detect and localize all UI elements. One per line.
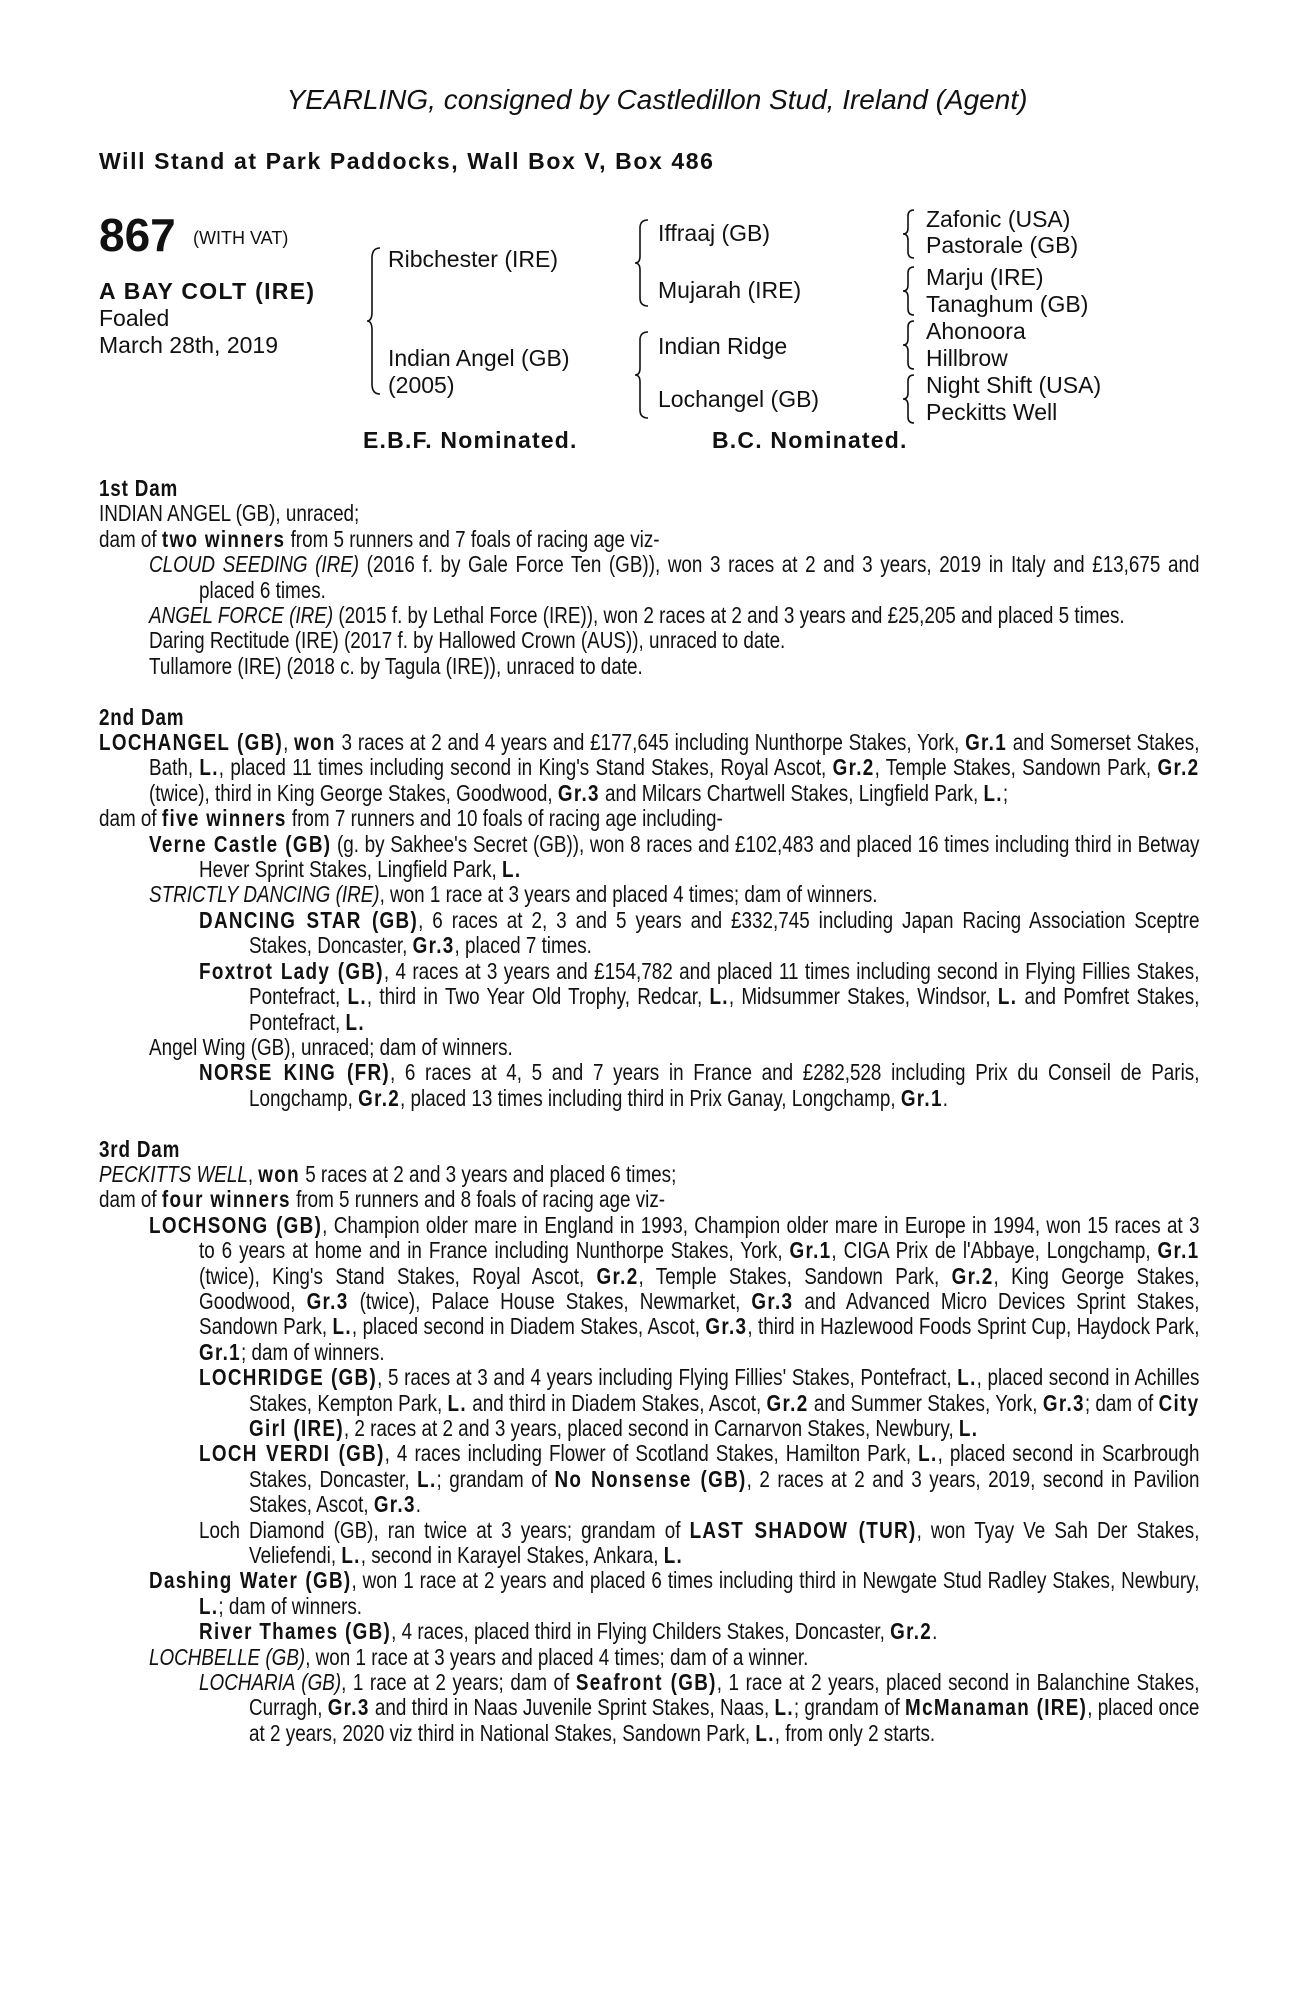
produce-entry (99, 1670, 1199, 1746)
bold-text: LOCHSONG (GB) (149, 1211, 323, 1238)
bold-text: Gr.2 (596, 1262, 639, 1289)
dam-section (99, 476, 1199, 679)
pedigree-bracket (902, 319, 916, 371)
bold-text: Gr.1 (199, 1338, 241, 1365)
bold-text: Foxtrot Lady (GB) (199, 957, 384, 984)
entry-text: , from only 2 starts. (774, 1719, 936, 1746)
italic-text: ANGEL FORCE (IRE) (149, 602, 334, 629)
produce-entry (99, 1187, 1199, 1212)
bold-text: LAST SHADOW (TUR) (689, 1516, 917, 1543)
pedigree-bracket (902, 373, 916, 425)
entry-text: , Temple Stakes, Sandown Park, (638, 1262, 952, 1289)
entry-text: dam of (99, 525, 162, 552)
dam-section (99, 705, 1199, 1112)
entry-text: Loch Diamond (GB), ran twice at 3 years; grandam of (199, 1516, 690, 1543)
bold-text: L. (501, 856, 522, 883)
entry-text: , 6 races at 2, 3 and 5 years and £332,745 including Japan Racing Association Sceptre Stakes, Doncaster, (249, 906, 1200, 959)
entry-text: , Temple Stakes, Sandown Park, (874, 754, 1158, 781)
entry-text: , placed 11 times including second in King's Stand Stakes, Royal Ascot, (218, 754, 833, 781)
bold-text: Gr.3 (751, 1287, 794, 1314)
entry-text: 5 races at 2 and 3 years and placed 6 times; (299, 1160, 677, 1187)
bold-text: L. (345, 1008, 365, 1035)
dam-year: (2005) (388, 372, 455, 398)
bold-text: McManaman (IRE) (905, 1694, 1088, 1721)
entry-text: and Summer Stakes, York, (808, 1389, 1043, 1416)
bold-text: Gr.2 (951, 1262, 994, 1289)
bold-text: Verne Castle (GB) (149, 830, 332, 857)
italic-text: CLOUD SEEDING (IRE) (149, 551, 360, 578)
italic-text: PECKITTS WELL (99, 1160, 248, 1187)
sire-sire: Iffraaj (GB) (658, 220, 771, 246)
gen4-4: Tanaghum (GB) (926, 291, 1089, 317)
bold-text: L. (774, 1694, 794, 1721)
entry-text: , King George Stakes, Goodwood, (199, 1262, 1200, 1314)
foaled-label: Foaled (99, 305, 170, 331)
section-heading: 3rd Dam (99, 1135, 181, 1162)
produce-entry (99, 959, 1199, 1035)
bold-text: City Girl (IRE) (249, 1389, 1200, 1441)
entry-text: . (942, 1084, 949, 1111)
entry-text: , placed 7 times. (454, 932, 592, 959)
produce-entry (99, 1060, 1199, 1111)
bold-text: Gr.3 (327, 1694, 370, 1721)
entry-text: , (247, 1160, 259, 1187)
pedigree-bracket (902, 208, 916, 260)
entry-text: (2015 f. by Lethal Force (IRE)), won 2 races at 2 and 3 years and £25,205 and placed 5 times. (333, 602, 1125, 629)
entry-text: ; grandam of (793, 1694, 906, 1721)
bold-text: Gr.3 (412, 932, 455, 959)
entry-text: and Milcars Chartwell Stakes, Lingfield Park, (599, 779, 984, 806)
gen4-1: Zafonic (USA) (926, 206, 1071, 232)
bold-text: River Thames (GB) (199, 1618, 392, 1645)
entry-text: and third in Diadem Stakes, Ascot, (466, 1389, 767, 1416)
sire-dam: Mujarah (IRE) (658, 277, 802, 303)
lot-description: A BAY COLT (IRE) (99, 278, 316, 304)
produce-entry (99, 1568, 1199, 1619)
produce-entry (99, 654, 1199, 679)
entry-text: , placed second in Achilles Stakes, Kempton Park, (249, 1364, 1200, 1416)
foaled-date: March 28th, 2019 (99, 332, 279, 358)
page-title: YEARLING, consigned by Castledillon Stud, Ireland (Agent) (286, 84, 1028, 115)
produce-entry (99, 1035, 1199, 1060)
bold-text: two winners (161, 525, 286, 552)
produce-entry (99, 882, 1199, 907)
ebf-nominated: E.B.F. Nominated. (363, 427, 578, 453)
produce-entry (99, 1619, 1199, 1644)
entry-text: from 7 runners and 10 foals of racing age including- (286, 805, 723, 832)
entry-text: , won 1 race at 2 years and placed 6 times including third in Newgate Stud Radley Stakes, Newbury, (351, 1567, 1200, 1594)
bold-text: L. (983, 779, 1003, 806)
entry-text: dam of (99, 1186, 162, 1213)
produce-entry (99, 1213, 1199, 1365)
entry-text: Tullamore (IRE) (2018 c. by Tagula (IRE)), unraced to date. (149, 652, 643, 679)
entry-text: , 4 races including Flower of Scotland Stakes, Hamilton Park, (384, 1440, 919, 1467)
produce-entry (99, 1441, 1199, 1517)
entry-text: , (283, 729, 295, 756)
bold-text: L. (417, 1465, 437, 1492)
entry-text: , CIGA Prix de l'Abbaye, Longchamp, (831, 1237, 1158, 1264)
produce-entry (99, 730, 1199, 806)
bold-text: Gr.1 (965, 729, 1008, 756)
entry-text: (twice), Palace House Stakes, Newmarket, (348, 1287, 752, 1314)
entry-text: , placed second in Scarbrough Stakes, Doncaster, (249, 1440, 1200, 1492)
entry-text: , third in Hazlewood Foods Sprint Cup, Haydock Park, (747, 1313, 1200, 1340)
entry-text: Angel Wing (GB), unraced; dam of winners. (149, 1033, 513, 1060)
bold-text: L. (663, 1542, 684, 1569)
dam-section (99, 1137, 1199, 1747)
bold-text: Gr.2 (832, 754, 875, 781)
produce-entry (99, 628, 1199, 653)
bold-text: Gr.3 (557, 779, 600, 806)
pedigree-bracket (902, 265, 916, 317)
produce-entry (99, 908, 1199, 959)
section-heading: 2nd Dam (99, 703, 185, 730)
entry-text: , 1 race at 2 years, placed second in Balanchine Stakes, Curragh, (249, 1669, 1200, 1721)
entry-text: (twice), King's Stand Stakes, Royal Ascot, (199, 1262, 597, 1289)
bold-text: Gr.3 (373, 1491, 416, 1518)
pedigree-bracket (634, 218, 650, 308)
gen4-5: Ahonoora (926, 318, 1026, 344)
bold-text: L. (332, 1313, 352, 1340)
entry-text: . (415, 1491, 422, 1518)
produce-entry (99, 1365, 1199, 1441)
bold-text: NORSE KING (FR) (199, 1059, 390, 1086)
bold-text: Gr.1 (900, 1084, 943, 1111)
entry-text: , placed once at 2 years, 2020 viz third in National Stakes, Sandown Park, (249, 1694, 1200, 1746)
bold-text: Seafront (GB) (575, 1669, 717, 1696)
bold-text: L. (347, 983, 367, 1010)
bold-text: four winners (161, 1186, 291, 1213)
produce-entry (99, 527, 1199, 552)
dam-dam: Lochangel (GB) (658, 386, 820, 412)
entry-text: , placed 13 times including third in Prix Ganay, Longchamp, (400, 1084, 901, 1111)
entry-text: and Advanced Micro Devices Sprint Stakes, Sandown Park, (199, 1287, 1200, 1340)
bold-text: L. (199, 754, 219, 781)
entry-text: , 2 races at 2 and 3 years, 2019, second in Pavilion Stakes, Ascot, (249, 1465, 1200, 1518)
entry-text: , 6 races at 4, 5 and 7 years in France and £282,528 including Prix du Conseil de Paris, Longchamp, (249, 1059, 1200, 1111)
produce-entry (99, 1645, 1199, 1670)
italic-text: STRICTLY DANCING (IRE) (149, 881, 380, 908)
entry-text: , won 1 race at 3 years and placed 4 times; dam of a winner. (305, 1643, 809, 1670)
bold-text: Gr.2 (358, 1084, 401, 1111)
bold-text: L. (958, 1415, 979, 1441)
entry-text: , 5 races at 3 and 4 years including Flying Fillies' Stakes, Pontefract, (377, 1364, 958, 1391)
gen4-2: Pastorale (GB) (926, 232, 1079, 258)
bold-text: Gr.3 (306, 1287, 349, 1314)
bold-text: Gr.2 (890, 1618, 933, 1645)
bold-text: No Nonsense (GB) (554, 1465, 747, 1492)
produce-entry (99, 806, 1199, 831)
entry-text: , won 1 race at 3 years and placed 4 times; dam of winners. (379, 881, 878, 908)
bold-text: L. (199, 1592, 219, 1619)
produce-entry (99, 1518, 1199, 1569)
dam: Indian Angel (GB) (388, 345, 570, 371)
gen4-6: Hillbrow (926, 345, 1008, 371)
entry-text: and Somerset Stakes, Bath, (149, 729, 1200, 781)
entry-text: , Midsummer Stakes, Windsor, (728, 983, 998, 1010)
section-heading: 1st Dam (99, 475, 179, 501)
entry-text: (g. by Sakhee's Secret (GB)), won 8 races and £102,483 and placed 16 times including third in Betway Hever Sprint Stakes, Lingfield Park, (199, 830, 1200, 883)
bold-text: five winners (161, 805, 287, 832)
bold-text: won (294, 729, 336, 756)
pedigree-bracket (366, 246, 382, 396)
produce-entry (99, 1162, 1199, 1187)
entry-text: . (932, 1618, 938, 1645)
pedigree-bracket (634, 330, 650, 420)
entry-text: from 5 runners and 7 foals of racing age viz- (285, 525, 660, 552)
entry-text: , won Tyay Ve Sah Der Stakes, Veliefendi, (249, 1516, 1200, 1569)
bold-text: LOCHRIDGE (GB) (199, 1364, 378, 1391)
entry-text: , 1 race at 2 years; dam of (341, 1669, 576, 1696)
gen4-7: Night Shift (USA) (926, 372, 1102, 398)
bold-text: Gr.1 (789, 1237, 832, 1264)
entry-text: INDIAN ANGEL (GB), unraced; (99, 500, 360, 527)
produce-entry (99, 501, 1199, 526)
entry-text: ; dam of winners. (218, 1592, 363, 1619)
bold-text: L. (709, 983, 729, 1010)
entry-text: Daring Rectitude (IRE) (2017 f. by Hallowed Crown (AUS)), unraced to date. (149, 627, 786, 654)
bold-text: Dashing Water (GB) (149, 1567, 352, 1594)
bold-text: L. (447, 1389, 467, 1416)
bold-text: Gr.2 (766, 1389, 809, 1416)
bold-text: won (258, 1160, 300, 1187)
entry-text: ; dam of (1084, 1389, 1159, 1416)
bold-text: Gr.3 (1042, 1389, 1085, 1416)
gen4-3: Marju (IRE) (926, 264, 1044, 290)
dam-sire: Indian Ridge (658, 333, 788, 359)
entry-text: and third in Naas Juvenile Sprint Stakes, Naas, (369, 1694, 775, 1721)
stand-location: Will Stand at Park Paddocks, Wall Box V, Box 486 (99, 148, 715, 174)
bc-nominated: B.C. Nominated. (712, 427, 908, 453)
bold-text: L. (341, 1542, 361, 1569)
entry-text: ; grandam of (436, 1465, 555, 1492)
entry-text: , 2 races at 2 and 3 years, placed second in Carnarvon Stakes, Newbury, (343, 1415, 959, 1441)
entry-text: , 4 races at 3 years and £154,782 and placed 11 times including second in Flying Fillies Stakes, Pontefract, (249, 957, 1200, 1010)
produce-entry (99, 552, 1199, 603)
catalogue-body (99, 476, 1199, 1772)
entry-text: , Champion older mare in England in 1993, Champion older mare in Europe in 1994, won 15 races at 3 to 6 years at home and in France including Nunthorpe Stakes, York, (199, 1211, 1200, 1264)
entry-text: 3 races at 2 and 4 years and £177,645 including Nunthorpe Stakes, York, (335, 729, 966, 756)
lot-number: 867 (99, 209, 176, 261)
gen4-8: Peckitts Well (926, 399, 1058, 425)
bold-text: L. (918, 1440, 938, 1467)
entry-text: from 5 runners and 8 foals of racing age viz- (290, 1186, 666, 1213)
entry-text: , 4 races, placed third in Flying Childers Stakes, Doncaster, (391, 1618, 891, 1645)
entry-text: ; (1002, 779, 1009, 806)
entry-text: , third in Two Year Old Trophy, Redcar, (366, 983, 710, 1010)
entry-text: (twice), third in King George Stakes, Goodwood, (149, 779, 558, 806)
sire: Ribchester (IRE) (388, 246, 558, 272)
bold-text: Gr.2 (1157, 754, 1200, 781)
italic-text: LOCHARIA (GB) (199, 1669, 342, 1696)
bold-text: L. (755, 1719, 775, 1746)
vat-note: (WITH VAT) (193, 228, 289, 248)
entry-text: , placed second in Diadem Stakes, Ascot, (351, 1313, 706, 1340)
bold-text: L. (957, 1364, 977, 1391)
bold-text: L. (997, 983, 1018, 1010)
bold-text: Gr.1 (1157, 1237, 1200, 1264)
entry-text: dam of (99, 805, 162, 832)
bold-text: LOCH VERDI (GB) (199, 1440, 385, 1467)
entry-text: (2016 f. by Gale Force Ten (GB)), won 3 races at 2 and 3 years, 2019 in Italy and £13,675 and placed 6 times. (199, 551, 1200, 603)
produce-entry (99, 603, 1199, 628)
bold-text: LOCHANGEL (GB) (99, 729, 284, 756)
bold-text: DANCING STAR (GB) (199, 906, 419, 933)
entry-text: , second in Karayel Stakes, Ankara, (360, 1542, 664, 1569)
produce-entry (99, 832, 1199, 883)
entry-text: and Pomfret Stakes, Pontefract, (249, 983, 1200, 1035)
entry-text: ; dam of winners. (240, 1338, 385, 1365)
bold-text: Gr.3 (705, 1313, 748, 1340)
italic-text: LOCHBELLE (GB) (149, 1643, 306, 1670)
